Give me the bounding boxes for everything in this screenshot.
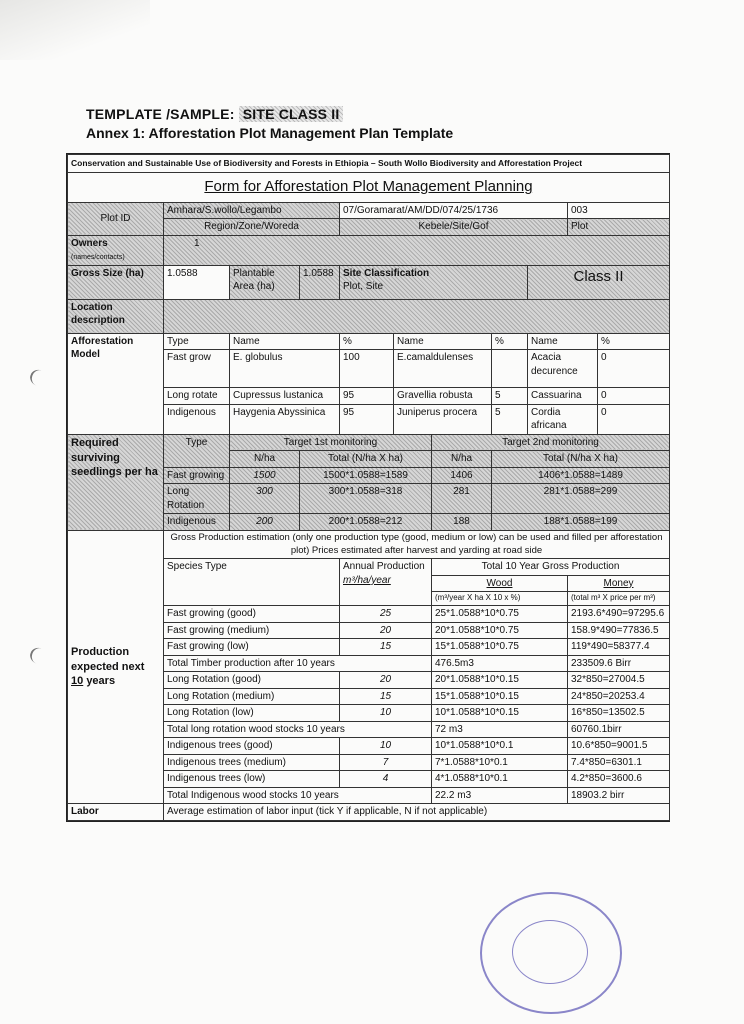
seedlings-type-header: Type xyxy=(164,434,230,467)
site-classification-label: Site Classification Plot, Site xyxy=(340,265,528,299)
wood-unit: (m³/year X ha X 10 x %) xyxy=(432,592,568,606)
production-wood: 72 m3 xyxy=(432,721,568,738)
region-label: Region/Zone/Woreda xyxy=(164,219,340,236)
model-header-pct: % xyxy=(340,333,394,350)
seedling-type: Fast growing xyxy=(164,467,230,484)
model-species: Haygenia Abyssinica xyxy=(230,404,340,434)
model-header-type: Type xyxy=(164,333,230,350)
annual-production-header: Annual Production m³/ha/year xyxy=(340,559,432,606)
model-pct: 95 xyxy=(340,404,394,434)
model-pct xyxy=(492,350,528,388)
production-species: Long Rotation (good) xyxy=(164,672,340,689)
production-money: 233509.6 Birr xyxy=(568,655,670,672)
plot-number-label: Plot xyxy=(568,219,670,236)
species-type-header: Species Type xyxy=(164,559,340,606)
model-header-pct: % xyxy=(492,333,528,350)
production-species: Indigenous trees (good) xyxy=(164,738,340,755)
owners-value: 1 xyxy=(164,235,670,265)
plot-management-form xyxy=(66,153,670,822)
model-header-name: Name xyxy=(230,333,340,350)
site-classification-value: Class II xyxy=(528,265,670,299)
production-money: 119*490=58377.4 xyxy=(568,639,670,656)
page-fold-shadow xyxy=(0,0,150,60)
seedling-nha: 1500 xyxy=(230,467,300,484)
seedling-nha: 188 xyxy=(432,514,492,531)
production-wood: 20*1.0588*10*0.15 xyxy=(432,672,568,689)
plantable-area-label: Plantable Area (ha) xyxy=(230,265,300,299)
seedling-nha: 300 xyxy=(230,484,300,514)
punch-hole xyxy=(28,645,50,666)
punch-hole xyxy=(28,367,50,388)
model-pct: 0 xyxy=(598,350,670,388)
production-species: Long Rotation (low) xyxy=(164,705,340,722)
model-species: Acacia decurence xyxy=(528,350,598,388)
production-money: 158.9*490=77836.5 xyxy=(568,622,670,639)
production-total-label: Total Timber production after 10 years xyxy=(164,655,432,672)
total-header: Total (N/ha X ha) xyxy=(300,451,432,468)
production-money: 4.2*850=3600.6 xyxy=(568,771,670,788)
seedling-type: Indigenous xyxy=(164,514,230,531)
nha-header: N/ha xyxy=(230,451,300,468)
production-species: Indigenous trees (low) xyxy=(164,771,340,788)
production-wood: 10*1.0588*10*0.1 xyxy=(432,738,568,755)
owners-label: Owners (names/contacts) xyxy=(68,235,164,265)
production-money: 7.4*850=6301.1 xyxy=(568,754,670,771)
seedling-nha: 1406 xyxy=(432,467,492,484)
model-species: Cassuarina xyxy=(528,388,598,405)
model-header-pct: % xyxy=(598,333,670,350)
target1-header: Target 1st monitoring xyxy=(230,434,432,451)
production-annual: 15 xyxy=(340,639,432,656)
official-stamp xyxy=(480,892,622,1014)
model-pct: 95 xyxy=(340,388,394,405)
model-type: Long rotate xyxy=(164,388,230,405)
location-label: Location description xyxy=(68,299,164,333)
model-pct: 0 xyxy=(598,388,670,405)
production-label: Production expected next 10 years xyxy=(68,530,164,803)
nha-header: N/ha xyxy=(432,451,492,468)
form-title: Form for Afforestation Plot Management Planning xyxy=(68,173,670,202)
production-money: 10.6*850=9001.5 xyxy=(568,738,670,755)
production-money: 2193.6*490=97295.6 xyxy=(568,606,670,623)
gross-size-value: 1.0588 xyxy=(164,265,230,299)
production-annual: 25 xyxy=(340,606,432,623)
afforestation-model-label: Afforestation Model xyxy=(68,333,164,434)
seedling-total: 1500*1.0588=1589 xyxy=(300,467,432,484)
production-note: Gross Production estimation (only one production type (good, medium or low) can be used and filled per afforestation plot) Prices estimated after harvest and yarding at road side xyxy=(164,530,670,559)
template-label: TEMPLATE /SAMPLE: xyxy=(86,106,235,122)
gross-size-label: Gross Size (ha) xyxy=(68,265,164,299)
kebele-value: 07/Goramarat/AM/DD/074/25/1736 xyxy=(340,202,568,219)
production-wood: 15*1.0588*10*0.15 xyxy=(432,688,568,705)
production-wood: 7*1.0588*10*0.1 xyxy=(432,754,568,771)
template-heading xyxy=(86,106,343,122)
production-wood: 20*1.0588*10*0.75 xyxy=(432,622,568,639)
model-pct: 5 xyxy=(492,388,528,405)
seedling-total: 1406*1.0588=1489 xyxy=(492,467,670,484)
site-class-label: SITE CLASS II xyxy=(239,106,344,122)
labor-text: Average estimation of labor input (tick Y if applicable, N if not applicable) xyxy=(164,804,670,821)
model-type: Indigenous xyxy=(164,404,230,434)
production-species: Fast growing (low) xyxy=(164,639,340,656)
production-annual: 7 xyxy=(340,754,432,771)
model-species: Cupressus lustanica xyxy=(230,388,340,405)
production-species: Long Rotation (medium) xyxy=(164,688,340,705)
money-unit: (total m³ X price per m³) xyxy=(568,592,670,606)
production-annual: 15 xyxy=(340,688,432,705)
total-header: Total (N/ha X ha) xyxy=(492,451,670,468)
annex-title: Annex 1: Afforestation Plot Management Plan Template xyxy=(86,125,454,141)
production-wood: 15*1.0588*10*0.75 xyxy=(432,639,568,656)
production-money: 16*850=13502.5 xyxy=(568,705,670,722)
production-species: Fast growing (medium) xyxy=(164,622,340,639)
seedling-type: Long Rotation xyxy=(164,484,230,514)
production-wood: 22.2 m3 xyxy=(432,787,568,804)
model-type: Fast grow xyxy=(164,350,230,388)
money-header: Money xyxy=(568,575,670,592)
production-wood: 4*1.0588*10*0.1 xyxy=(432,771,568,788)
kebele-label: Kebele/Site/Gof xyxy=(340,219,568,236)
seedling-total: 300*1.0588=318 xyxy=(300,484,432,514)
model-pct: 5 xyxy=(492,404,528,434)
production-annual: 20 xyxy=(340,622,432,639)
seedling-total: 200*1.0588=212 xyxy=(300,514,432,531)
seedlings-label: Required surviving seedlings per ha xyxy=(68,434,164,530)
model-pct: 0 xyxy=(598,404,670,434)
model-pct: 100 xyxy=(340,350,394,388)
production-annual: 10 xyxy=(340,705,432,722)
production-wood: 476.5m3 xyxy=(432,655,568,672)
total-gross-header: Total 10 Year Gross Production xyxy=(432,559,670,576)
seedling-total: 188*1.0588=199 xyxy=(492,514,670,531)
model-header-name: Name xyxy=(528,333,598,350)
model-species: Juniperus procera xyxy=(394,404,492,434)
project-title: Conservation and Sustainable Use of Biodiversity and Forests in Ethiopia – South Wollo Biodiversity and Afforestation Project xyxy=(68,155,670,173)
production-wood: 25*1.0588*10*0.75 xyxy=(432,606,568,623)
labor-label: Labor xyxy=(68,804,164,821)
wood-header: Wood xyxy=(432,575,568,592)
target2-header: Target 2nd monitoring xyxy=(432,434,670,451)
production-species: Indigenous trees (medium) xyxy=(164,754,340,771)
production-species: Fast growing (good) xyxy=(164,606,340,623)
production-total-label: Total long rotation wood stocks 10 years xyxy=(164,721,432,738)
production-annual: 10 xyxy=(340,738,432,755)
production-money: 18903.2 birr xyxy=(568,787,670,804)
model-species: E. globulus xyxy=(230,350,340,388)
production-money: 24*850=20253.4 xyxy=(568,688,670,705)
seedling-nha: 200 xyxy=(230,514,300,531)
production-money: 32*850=27004.5 xyxy=(568,672,670,689)
plot-id-label: Plot ID xyxy=(68,202,164,235)
model-species: Cordia africana xyxy=(528,404,598,434)
model-header-name: Name xyxy=(394,333,492,350)
production-money: 60760.1birr xyxy=(568,721,670,738)
model-species: Gravellia robusta xyxy=(394,388,492,405)
plantable-area-value: 1.0588 xyxy=(300,265,340,299)
plot-number-value: 003 xyxy=(568,202,670,219)
production-annual: 4 xyxy=(340,771,432,788)
seedling-total: 281*1.0588=299 xyxy=(492,484,670,514)
production-wood: 10*1.0588*10*0.15 xyxy=(432,705,568,722)
region-value: Amhara/S.wollo/Legambo xyxy=(164,202,340,219)
production-annual: 20 xyxy=(340,672,432,689)
model-species: E.camaldulenses xyxy=(394,350,492,388)
location-value xyxy=(164,299,670,333)
production-total-label: Total Indigenous wood stocks 10 years xyxy=(164,787,432,804)
seedling-nha: 281 xyxy=(432,484,492,514)
